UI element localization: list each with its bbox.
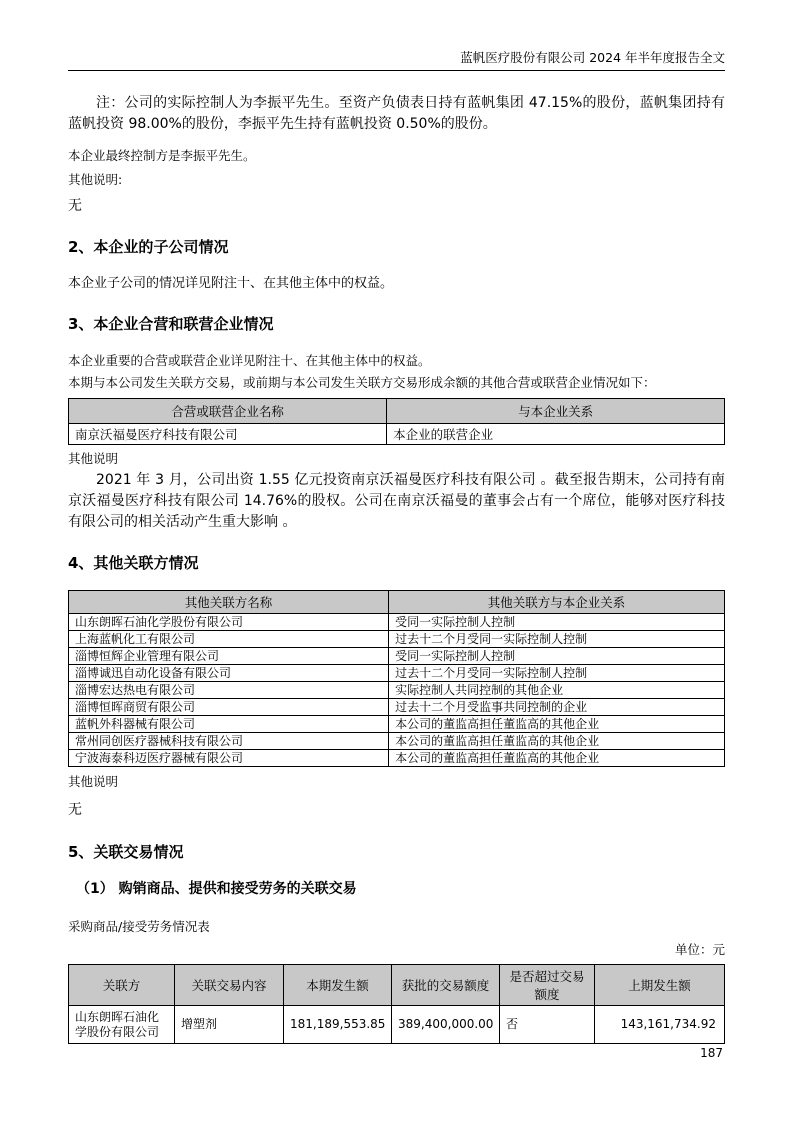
column-header-exceeds-limit: 是否超过交易额度 [500, 965, 595, 1006]
other-note-label: 其他说明: [68, 172, 123, 187]
table-row [69, 716, 725, 733]
section2-heading: 2、本企业的子公司情况 [68, 238, 229, 256]
controller-note-paragraph: 注：公司的实际控制人为李振平先生。至资产负债表日持有蓝帆集团 47.15%的股份，蓝帆集团持有蓝帆投资 98.00%的股份，李振平先生持有蓝帆投资 0.50%的股份。 [68, 95, 725, 132]
table-row [69, 424, 725, 445]
cell-exceeds-limit: 否 [500, 1006, 595, 1044]
column-header-party-relationship: 其他关联方与本企业关系 [389, 591, 725, 614]
table-row [69, 631, 725, 648]
cell-party-name: 常州同创医疗器械科技有限公司 [69, 733, 389, 750]
investment-note-paragraph: 2021 年 3 月，公司出资 1.55 亿元投资南京沃福曼医疗科技有限公司 。截至报告期末，公司持有南京沃福曼医疗科技有限公司 14.76%的股权。公司在南京沃福曼的董事会占有一个席位，能够对医疗科技有限公司的相关活动产生重大影响 。 [68, 472, 725, 530]
section3-heading: 3、本企业合营和联营企业情况 [68, 315, 274, 333]
cell-party-relationship: 本公司的董监高担任董监高的其他企业 [389, 750, 725, 767]
joint-venture-table [68, 398, 725, 445]
page-number: 187 [700, 1046, 723, 1060]
section5-sub-heading: （1） 购销商品、提供和接受劳务的关联交易 [76, 881, 357, 897]
section4-other-note-label: 其他说明 [68, 774, 119, 789]
section4-heading: 4、其他关联方情况 [68, 554, 199, 572]
table-row [69, 648, 725, 665]
table-header-row [69, 399, 725, 424]
ultimate-controller-line: 本企业最终控制方是李振平先生。 [68, 148, 256, 163]
cell-party-relationship: 受同一实际控制人控制 [389, 648, 725, 665]
cell-party-relationship: 本公司的董监高担任董监高的其他企业 [389, 716, 725, 733]
column-header-company-name: 合营或联营企业名称 [69, 399, 387, 424]
cell-party-name: 淄博诚迅自动化设备有限公司 [69, 665, 389, 682]
cell-party-relationship: 过去十二个月受同一实际控制人控制 [389, 665, 725, 682]
section3-body2: 本期与本公司发生关联方交易，或前期与本公司发生关联方交易形成余额的其他合营或联营企业情况如下： [68, 375, 656, 390]
cell-party-relationship: 受同一实际控制人控制 [389, 614, 725, 631]
column-header-party-name: 其他关联方名称 [69, 591, 389, 614]
section3-other-note-label: 其他说明 [68, 451, 119, 466]
cell-party-name: 淄博恒辉企业管理有限公司 [69, 648, 389, 665]
cell-company-name: 南京沃福曼医疗科技有限公司 [69, 424, 387, 445]
cell-party-relationship: 本公司的董监高担任董监高的其他企业 [389, 733, 725, 750]
cell-party-name: 淄博恒晖商贸有限公司 [69, 699, 389, 716]
section2-body: 本企业子公司的情况详见附注十、在其他主体中的权益。 [68, 276, 394, 291]
table-row [69, 614, 725, 631]
cell-party-relationship: 实际控制人共同控制的其他企业 [389, 682, 725, 699]
column-header-current-amount: 本期发生额 [284, 965, 392, 1006]
section5-heading: 5、关联交易情况 [68, 843, 184, 861]
section4-other-note-value: 无 [68, 802, 82, 818]
column-header-approved-limit: 获批的交易额度 [392, 965, 500, 1006]
cell-relationship: 本企业的联营企业 [387, 424, 725, 445]
column-header-prior-amount: 上期发生额 [595, 965, 725, 1006]
cell-current-amount: 181,189,553.85 [284, 1006, 392, 1044]
unit-label: 单位：元 [674, 942, 725, 957]
cell-party-name: 淄博宏达热电有限公司 [69, 682, 389, 699]
table-header-row [69, 965, 725, 1006]
cell-party-name: 山东朗晖石油化学股份有限公司 [69, 614, 389, 631]
table-row [69, 699, 725, 716]
cell-party-relationship: 过去十二个月受监事共同控制的企业 [389, 699, 725, 716]
other-note-value: 无 [68, 198, 82, 214]
document-header-title: 蓝帆医疗股份有限公司 2024 年半年度报告全文 [68, 0, 725, 71]
related-transactions-table [68, 964, 725, 1044]
table-row [69, 665, 725, 682]
cell-approved-limit: 389,400,000.00 [392, 1006, 500, 1044]
related-parties-table [68, 590, 725, 767]
table-row [69, 750, 725, 767]
section3-body1: 本企业重要的合营或联营企业详见附注十、在其他主体中的权益。 [68, 353, 431, 368]
cell-party-name: 上海蓝帆化工有限公司 [69, 631, 389, 648]
cell-party-name: 宁波海泰科迈医疗器械有限公司 [69, 750, 389, 767]
column-header-transaction-content: 关联交易内容 [175, 965, 284, 1006]
column-header-related-party: 关联方 [69, 965, 175, 1006]
table-row [69, 682, 725, 699]
purchase-table-caption: 采购商品/接受劳务情况表 [68, 919, 210, 934]
table-row [69, 733, 725, 750]
cell-party-name: 蓝帆外科器械有限公司 [69, 716, 389, 733]
table-header-row [69, 591, 725, 614]
cell-transaction-content: 增塑剂 [175, 1006, 284, 1044]
cell-party-relationship: 过去十二个月受同一实际控制人控制 [389, 631, 725, 648]
cell-prior-amount: 143,161,734.92 [595, 1006, 725, 1044]
cell-related-party: 山东朗晖石油化学股份有限公司 [69, 1006, 175, 1044]
column-header-relationship: 与本企业关系 [387, 399, 725, 424]
table-row [69, 1006, 725, 1044]
